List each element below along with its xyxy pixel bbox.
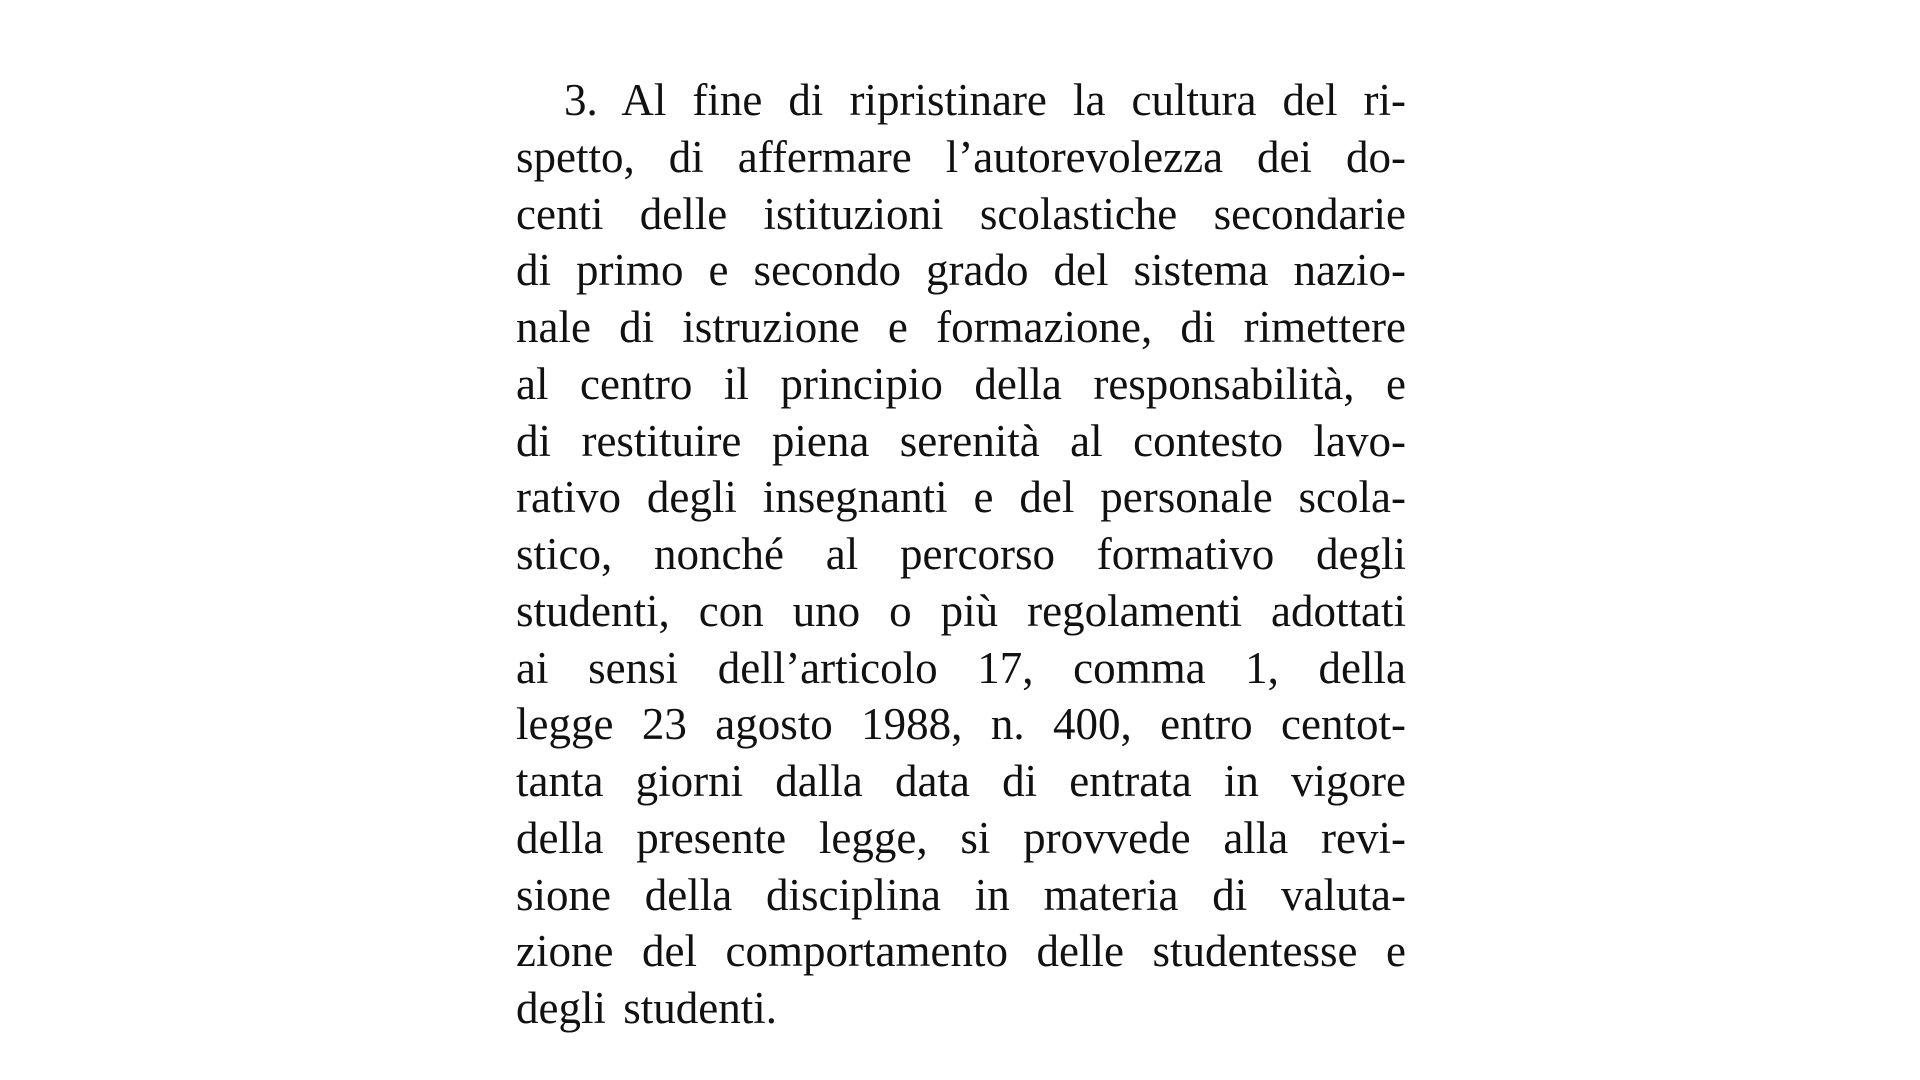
- paragraph-line: stico, nonché al percorso formativo degli: [516, 529, 1406, 579]
- paragraph-line: zione del comportamento delle studentesse e: [516, 926, 1406, 977]
- paragraph-line: al centro il principio della responsabilità, e: [516, 358, 1406, 409]
- paragraph-line: della presente legge, si provvede alla revi-: [516, 812, 1406, 863]
- paragraph-line: rativo degli insegnanti e del personale scola-: [516, 472, 1406, 523]
- paragraph-line: di restituire piena serenità al contesto lavo-: [516, 415, 1406, 466]
- paragraph-line: studenti, con uno o più regolamenti adottati: [516, 585, 1406, 636]
- paragraph-line: legge 23 agosto 1988, n. 400, entro centot-: [516, 699, 1406, 750]
- paragraph-line: 3. Al fine di ripristinare la cultura del ri-: [564, 75, 1406, 125]
- paragraph-line: centi delle istituzioni scolastiche secondarie: [516, 188, 1406, 239]
- paragraph-line: tanta giorni dalla data di entrata in vigore: [516, 756, 1406, 806]
- paragraph-line: ai sensi dell’articolo 17, comma 1, della: [516, 642, 1406, 693]
- paragraph-line: sione della disciplina in materia di valuta-: [516, 869, 1406, 920]
- paragraph-line-last: degli studenti.: [516, 983, 777, 1033]
- paragraph-line: di primo e secondo grado del sistema nazio-: [516, 245, 1406, 296]
- paragraph-line: nale di istruzione e formazione, di rimettere: [516, 302, 1406, 352]
- legal-paragraph-3: [516, 72, 1406, 1037]
- paragraph-line: spetto, di affermare l’autorevolezza dei do-: [516, 131, 1406, 182]
